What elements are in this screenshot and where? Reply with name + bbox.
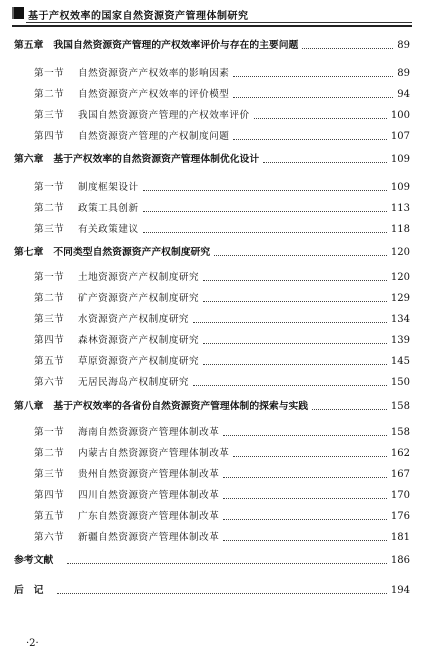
toc-leader-dots <box>302 48 393 49</box>
toc-section-row[interactable] <box>14 312 410 328</box>
toc-page-number: 109 <box>390 182 410 193</box>
toc-page-number: 194 <box>390 585 410 596</box>
toc-section-row[interactable] <box>14 425 410 441</box>
toc-page-number: 186 <box>390 555 410 566</box>
toc-entry-text <box>14 399 308 415</box>
toc-leader-dots <box>233 456 387 457</box>
toc-entry-text <box>34 488 219 504</box>
toc-entry-text <box>34 222 139 238</box>
toc-entry-title: 不同类型自然资源资产产权制度研究 <box>53 247 211 258</box>
toc-entry-label: 第三节 <box>34 469 65 480</box>
toc-entry-label: 第六节 <box>34 377 65 388</box>
toc-section-row[interactable] <box>14 509 410 525</box>
toc-page-number: 94 <box>397 89 410 100</box>
toc-page-number: 120 <box>390 247 410 258</box>
toc-entry-text <box>34 129 229 145</box>
toc-entry-label: 参考文献 <box>14 555 54 566</box>
header-rule <box>26 22 412 23</box>
toc-leader-dots <box>57 593 387 594</box>
toc-section-row[interactable] <box>14 375 410 391</box>
toc-entry-text <box>34 467 219 483</box>
toc-chapter-row[interactable] <box>14 553 410 569</box>
toc-chapter-row[interactable] <box>14 583 410 599</box>
toc-page-number: 170 <box>390 490 410 501</box>
toc-entry-title: 内蒙古自然资源资产管理体制改革 <box>78 448 230 459</box>
toc-section-row[interactable] <box>14 488 410 504</box>
toc-entry-title: 有关政策建议 <box>78 224 139 235</box>
toc-entry-text <box>34 66 229 82</box>
toc-entry-title: 我国自然资源资产管理的产权效率评价与存在的主要问题 <box>53 40 299 51</box>
toc-entry-label: 第三节 <box>34 110 65 121</box>
toc-entry-title: 矿产资源资产产权制度研究 <box>78 293 200 304</box>
toc-leader-dots <box>214 255 387 256</box>
toc-page-number: 109 <box>390 154 410 165</box>
toc-section-row[interactable] <box>14 129 410 145</box>
toc-entry-text <box>34 375 189 391</box>
toc-entry-text <box>14 245 210 261</box>
toc-entry-label: 第八章 <box>14 401 44 412</box>
toc-chapter-row[interactable] <box>14 245 410 261</box>
toc-entry-title: 广东自然资源资产管理体制改革 <box>78 511 220 522</box>
toc-entry-text <box>14 583 53 599</box>
toc-section-row[interactable] <box>14 530 410 546</box>
page-number: ·2· <box>26 638 39 649</box>
toc-entry-text <box>34 201 139 217</box>
toc-leader-dots <box>203 301 387 302</box>
toc-entry-label: 第一节 <box>34 272 65 283</box>
toc-leader-dots <box>203 280 387 281</box>
toc-entry-label: 第四节 <box>34 490 65 501</box>
toc-leader-dots <box>143 211 387 212</box>
toc-entry-text <box>34 425 219 441</box>
toc-entry-title: 基于产权效率的各省份自然资源资产管理体制的探索与实践 <box>53 401 309 412</box>
toc-page-number: 100 <box>390 110 410 121</box>
toc-leader-dots <box>223 435 387 436</box>
toc-page-number: 139 <box>390 335 410 346</box>
toc-leader-dots <box>312 409 387 410</box>
running-header-title: 基于产权效率的国家自然资源资产管理体制研究 <box>28 11 249 22</box>
toc-entry-text <box>34 87 229 103</box>
toc-entry-label: 第一节 <box>34 427 65 438</box>
toc-entry-label: 第二节 <box>34 203 65 214</box>
toc-page-number: 129 <box>390 293 410 304</box>
toc-leader-dots <box>223 540 387 541</box>
toc-section-row[interactable] <box>14 270 410 286</box>
toc-section-row[interactable] <box>14 222 410 238</box>
toc-page-number: 176 <box>390 511 410 522</box>
toc-entry-label: 第六章 <box>14 154 44 165</box>
toc-section-row[interactable] <box>14 333 410 349</box>
toc-leader-dots <box>203 364 387 365</box>
toc-entry-label: 第五章 <box>14 40 44 51</box>
toc-entry-title: 水资源资产产权制度研究 <box>78 314 190 325</box>
toc-page-number: 150 <box>390 377 410 388</box>
toc-entry-label: 第五节 <box>34 356 65 367</box>
toc-page-number: 120 <box>390 272 410 283</box>
toc-entry-label: 第六节 <box>34 532 65 543</box>
toc-entry-text <box>34 354 199 370</box>
toc-entry-label: 第七章 <box>14 247 44 258</box>
toc-section-row[interactable] <box>14 354 410 370</box>
toc-page-number: 158 <box>390 401 410 412</box>
toc-section-row[interactable] <box>14 467 410 483</box>
toc-entry-text <box>34 446 229 462</box>
toc-entry-text <box>34 333 199 349</box>
toc-entry-title: 海南自然资源资产管理体制改革 <box>78 427 220 438</box>
toc-entry-text <box>14 38 298 54</box>
toc-chapter-row[interactable] <box>14 399 410 415</box>
toc-entry-label: 后 记 <box>14 585 44 596</box>
toc-entry-label: 第三节 <box>34 314 65 325</box>
toc-section-row[interactable] <box>14 446 410 462</box>
toc-leader-dots <box>233 76 393 77</box>
running-header <box>12 6 412 24</box>
toc-entry-label: 第一节 <box>34 182 65 193</box>
toc-entry-text <box>34 530 219 546</box>
toc-page-number: 113 <box>390 203 410 214</box>
toc-entry-title: 基于产权效率的自然资源资产管理体制优化设计 <box>53 154 260 165</box>
toc-entry-label: 第四节 <box>34 335 65 346</box>
toc-chapter-row[interactable] <box>14 152 410 168</box>
toc-page-number: 134 <box>390 314 410 325</box>
toc-entry-title: 自然资源资产产权效率的评价模型 <box>78 89 230 100</box>
toc-entry-text <box>14 553 63 569</box>
toc-page-number: 167 <box>390 469 410 480</box>
toc-chapter-row[interactable] <box>14 38 410 54</box>
toc-page-number: 118 <box>390 224 410 235</box>
toc-entry-title: 我国自然资源资产管理的产权效率评价 <box>78 110 250 121</box>
toc-entry-label: 第一节 <box>34 68 65 79</box>
toc-entry-label: 第三节 <box>34 224 65 235</box>
toc-entry-label: 第二节 <box>34 448 65 459</box>
toc-section-row[interactable] <box>14 66 410 82</box>
toc-entry-title: 森林资源资产产权制度研究 <box>78 335 200 346</box>
toc-entry-text <box>14 152 259 168</box>
toc-entry-label: 第二节 <box>34 89 65 100</box>
toc-entry-label: 第四节 <box>34 131 65 142</box>
toc-section-row[interactable] <box>14 201 410 217</box>
toc-entry-title: 贵州自然资源资产管理体制改革 <box>78 469 220 480</box>
toc-page-number: 158 <box>390 427 410 438</box>
toc-leader-dots <box>143 232 387 233</box>
toc-entry-label: 第五节 <box>34 511 65 522</box>
toc-page-number: 181 <box>390 532 410 543</box>
toc-section-row[interactable] <box>14 87 410 103</box>
toc-entry-title: 制度框架设计 <box>78 182 139 193</box>
toc-entry-text <box>34 108 250 124</box>
toc-entry-text <box>34 509 219 525</box>
toc-leader-dots <box>254 118 387 119</box>
toc-entry-title: 自然资源资产管理的产权制度问题 <box>78 131 230 142</box>
toc-leader-dots <box>193 322 387 323</box>
toc-entry-title: 土地资源资产产权制度研究 <box>78 272 200 283</box>
toc-leader-dots <box>67 563 387 564</box>
toc-leader-dots <box>143 190 387 191</box>
toc-entry-text <box>34 180 139 196</box>
toc-entry-title: 四川自然资源资产管理体制改革 <box>78 490 220 501</box>
toc-page-number: 145 <box>390 356 410 367</box>
toc-page-number: 89 <box>397 40 410 51</box>
toc-entry-text <box>34 291 199 307</box>
toc-entry-title: 新疆自然资源资产管理体制改革 <box>78 532 220 543</box>
toc-section-row[interactable] <box>14 291 410 307</box>
toc-page-number: 162 <box>390 448 410 459</box>
toc-leader-dots <box>203 343 387 344</box>
toc-entry-title: 自然资源资产产权效率的影响因素 <box>78 68 230 79</box>
toc-page-number: 107 <box>390 131 410 142</box>
toc-entry-title: 草原资源资产产权制度研究 <box>78 356 200 367</box>
toc-page-number: 89 <box>397 68 410 79</box>
toc-leader-dots <box>233 139 387 140</box>
toc-entry-title: 政策工具创新 <box>78 203 139 214</box>
toc-leader-dots <box>223 477 387 478</box>
toc-leader-dots <box>223 519 387 520</box>
toc-entry-title: 无居民海岛产权制度研究 <box>78 377 190 388</box>
toc-section-row[interactable] <box>14 180 410 196</box>
toc-leader-dots <box>193 385 387 386</box>
toc-entry-text <box>34 312 189 328</box>
toc-entry-text <box>34 270 199 286</box>
toc-section-row[interactable] <box>14 108 410 124</box>
book-icon <box>12 7 24 19</box>
toc-entry-label: 第二节 <box>34 293 65 304</box>
toc-leader-dots <box>263 162 387 163</box>
toc-leader-dots <box>233 97 393 98</box>
header-rule-thick <box>12 25 412 27</box>
toc-leader-dots <box>223 498 387 499</box>
